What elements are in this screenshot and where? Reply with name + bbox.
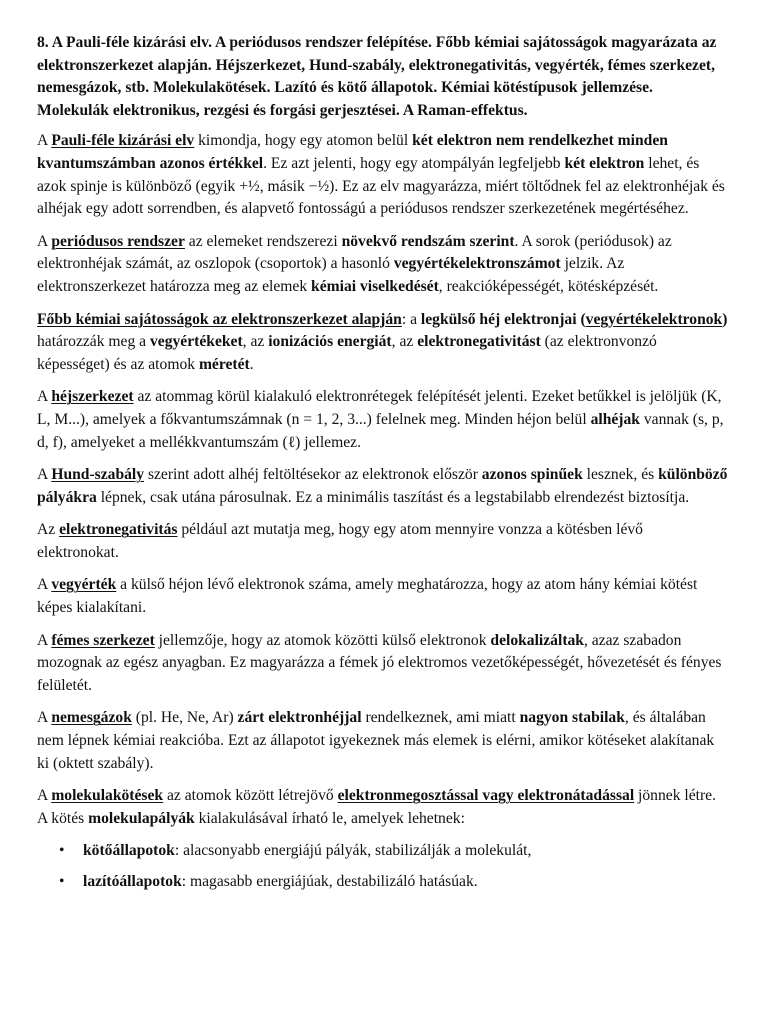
paragraph-valence: A vegyérték a külső héjon lévő elektronok száma, amely meghatározza, hogy az atom hány kémiai kötést képes kialakítani.	[37, 576, 698, 617]
paragraph-chemical-properties: Főbb kémiai sajátosságok az elektronszerkezet alapján: a legkülső héj elektronjai (vegyértékelektronok) határozzák meg a vegyértékeket, az ionizációs energiát, az elektronegativitást (az elektronvonzó képességet) és az atomok méretét.	[37, 310, 728, 373]
term-pauli: Pauli-féle kizárási elv	[51, 132, 195, 150]
term-hund-rule: Hund-szabály	[51, 466, 145, 484]
term-chemical-properties: Főbb kémiai sajátosságok az elektronszerkezet alapján	[37, 310, 402, 328]
paragraph-shell-structure: A héjszerkezet az atommag körül kialakuló elektronrétegek felépítését jelenti. Ezeket betűkkel is jelöljük (K, L, M...), amelyek a főkvantumszámnak (n = 1, 2, 3...) felelnek meg. Minden héjon belül alhéjak vannak (s, p, d, f), amelyeket a mellékkvantumszám (ℓ) jellemez.	[37, 388, 724, 451]
term-molecular-bonds: molekulakötések	[51, 787, 164, 805]
paragraph-pauli: A Pauli-féle kizárási elv kimondja, hogy egy atomon belül két elektron nem rendelkezhet minden kvantumszámban azonos értékkel. Ez azt jelenti, hogy egy atompályán legfeljebb két elektron lehet, és azok spinje is különböző (egyik +½, másik −½). Ez az elv magyarázza, miért töltődnek fel az elektronhéjak és alhéjak egy adott sorrendben, és alapvető fontosságú a periódusos rendszer szerkezetének megértéséhez.	[37, 132, 725, 218]
paragraph-periodic-table: A periódusos rendszer az elemeket rendszerezi növekvő rendszám szerint. A sorok (periódusok) az elektronhéjak számát, az oszlopok (csoportok) a hasonló vegyértékelektronszámot jelzik. Az elektronszerkezet határozza meg az elemek kémiai viselkedését, reakcióképességét, kötésképzését.	[37, 232, 672, 295]
paragraph-electronegativity: Az elektronegativitás például azt mutatja meg, hogy egy atom mennyire vonzza a kötésben lévő elektronokat.	[37, 521, 643, 561]
term-periodic-table: periódusos rendszer	[51, 232, 185, 250]
term-noble-gases: nemesgázok	[51, 709, 132, 727]
term-electronegativity: elektronegativitás	[59, 521, 178, 539]
bond-states-list	[37, 840, 728, 893]
list-item: • kötőállapotok: alacsonyabb energiájú pályák, stabilizálják a molekulát,	[83, 840, 728, 863]
section-heading: 8. A Pauli-féle kizárási elv. A periódusos rendszer felépítése. Főbb kémiai sajátosságok magyarázata az elektronszerkezet alapján. Héjszerkezet, Hund-szabály, elektronegativitás, vegyérték, fémes szerkezet, nemesgázok, stb. Molekulakötések. Lazító és kötő állapotok. Kémiai kötéstípusok jellemzése. Molekulák elektronikus, rezgési és forgási gerjesztései. A Raman-effektus.	[37, 34, 717, 119]
paragraph-hund-rule: A Hund-szabály szerint adott alhéj feltöltésekor az elektronok először azonos spinűek lesznek, és különböző pályákra lépnek, csak utána párosulnak. Ez a minimális taszítást és a legstabilabb elrendezést biztosítja.	[37, 466, 728, 506]
term-shell-structure: héjszerkezet	[51, 388, 134, 406]
bullet-icon: •	[59, 873, 65, 890]
paragraph-noble-gases: A nemesgázok (pl. He, Ne, Ar) zárt elektronhéjjal rendelkeznek, ami miatt nagyon stabilak, és általában nem lépnek kémiai reakcióba. Ezt az állapotot igyekeznek más elemek is elérni, amikor kötéseket alakítanak ki (oktett szabály).	[37, 709, 715, 772]
term-metallic-structure: fémes szerkezet	[51, 631, 155, 649]
paragraph-molecular-bonds: A molekulakötések az atomok között létrejövő elektronmegosztással vagy elektronátadással jönnek létre. A kötés molekulapályák kialakulásával írható le, amelyek lehetnek:	[37, 787, 716, 827]
list-item: • lazítóállapotok: magasabb energiájúak, destabilizáló hatásúak.	[83, 871, 728, 894]
paragraph-metallic-structure: A fémes szerkezet jellemzője, hogy az atomok közötti külső elektronok delokalizáltak, azaz szabadon mozognak az egész anyagban. Ez magyarázza a fémek jó elektromos vezetőképességét, hővezetését és fényes felületét.	[37, 631, 722, 694]
bullet-icon: •	[59, 842, 65, 860]
term-valence: vegyérték	[51, 576, 117, 594]
